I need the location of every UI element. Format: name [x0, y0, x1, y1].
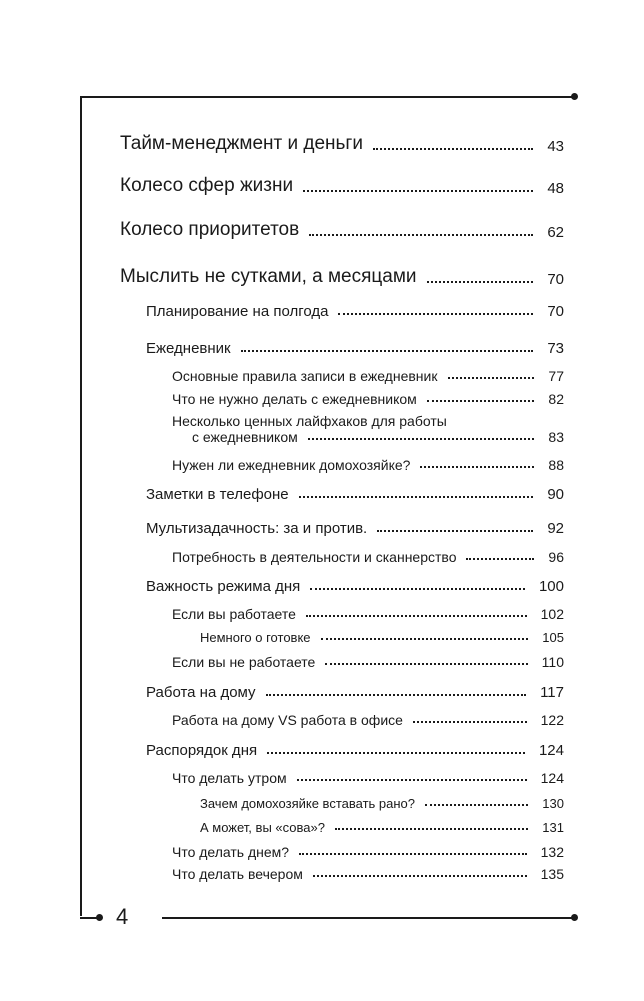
toc-entry-page: 96 — [548, 549, 564, 565]
toc-entry[interactable] — [200, 796, 564, 811]
toc-entry-page: 88 — [548, 457, 564, 473]
toc-entry[interactable] — [146, 303, 564, 320]
toc-entry[interactable] — [146, 578, 564, 595]
toc-entry-title: Если вы не работаете — [172, 654, 316, 670]
toc-entry-page: 82 — [548, 391, 564, 407]
toc-entry-title: Что делать вечером — [172, 866, 303, 882]
toc-entry[interactable] — [172, 712, 564, 728]
dot-leader — [373, 148, 533, 150]
toc-entry-title: Работа на дому VS работа в офисе — [172, 712, 403, 728]
toc-entry-title: Нужен ли ежедневник домохозяйке? — [172, 457, 411, 473]
frame-left-rule — [80, 96, 82, 916]
dot-leader — [306, 615, 527, 617]
toc-entry-title: Мыслить не сутками, а месяцами — [120, 266, 417, 287]
page-number: 4 — [116, 904, 129, 929]
toc-entry-page: 102 — [540, 606, 564, 622]
toc-entry-page: 90 — [547, 486, 564, 503]
toc-entry-page: 132 — [540, 844, 564, 860]
toc-entry-title: Что делать утром — [172, 770, 287, 786]
dot-leader — [420, 466, 534, 468]
toc-entry-page: 124 — [538, 742, 564, 759]
toc-entry-title: Колесо сфер жизни — [120, 175, 294, 196]
frame-dot-bottom-left — [96, 914, 103, 921]
dot-leader — [425, 804, 528, 806]
toc-entry-title: Мультизадачность: за и против. — [146, 520, 368, 537]
toc-entry-title: Ежедневник — [146, 340, 231, 357]
dot-leader — [413, 721, 527, 723]
toc-entry[interactable] — [172, 606, 564, 622]
toc-entry-title: Планирование на полгода — [146, 303, 329, 320]
toc-entry-page: 83 — [548, 429, 564, 445]
toc-entry-page: 62 — [547, 224, 564, 241]
toc-entry-title: Тайм-менеджмент и деньги — [120, 133, 363, 154]
toc-entry-title: Зачем домохозяйке вставать рано? — [200, 796, 416, 811]
toc-entry-page: 122 — [540, 712, 564, 728]
toc-entry-continuation — [172, 429, 564, 445]
toc-entry[interactable] — [146, 340, 564, 357]
toc-entry-page: 73 — [547, 340, 564, 357]
dot-leader — [267, 752, 525, 754]
toc-entry-page: 124 — [540, 770, 564, 786]
toc-entry-page: 131 — [542, 820, 564, 835]
toc-entry[interactable] — [172, 413, 564, 445]
toc-entry-page: 70 — [547, 303, 564, 320]
frame-dot-bottom-right — [571, 914, 578, 921]
toc-entry[interactable] — [172, 368, 564, 384]
toc-entry-page: 48 — [547, 180, 564, 197]
dot-leader — [338, 313, 533, 315]
toc-entry[interactable] — [200, 630, 564, 645]
toc-entry-title: Если вы работаете — [172, 606, 296, 622]
dot-leader — [466, 558, 534, 560]
toc-entry[interactable] — [172, 770, 564, 786]
toc-entry-page: 77 — [548, 368, 564, 384]
toc-entry[interactable] — [146, 486, 564, 503]
toc-entry[interactable] — [172, 549, 564, 565]
dot-leader — [299, 853, 527, 855]
toc-entry[interactable] — [120, 133, 564, 155]
frame-top-rule — [80, 96, 574, 98]
dot-leader — [427, 281, 534, 283]
dot-leader — [309, 234, 533, 236]
dot-leader — [313, 875, 527, 877]
dot-leader — [299, 496, 534, 498]
toc-entry-title: Основные правила записи в ежедневник — [172, 368, 438, 384]
toc-entry[interactable] — [146, 684, 564, 701]
toc-entry-title: Колесо приоритетов — [120, 219, 300, 240]
toc-entry[interactable] — [172, 866, 564, 882]
toc-entry-title: А может, вы «сова»? — [200, 820, 325, 835]
toc-entry-title: Работа на дому — [146, 684, 256, 701]
toc-entry[interactable] — [120, 266, 564, 288]
toc-entry[interactable] — [146, 742, 564, 759]
toc-entry-title: Что не нужно делать с ежедневником — [172, 391, 417, 407]
frame-dot-top-right — [571, 93, 578, 100]
toc-entry-title: Распорядок дня — [146, 742, 258, 759]
frame-bottom-rule-right — [162, 917, 574, 919]
toc-entry-title: Что делать днем? — [172, 844, 290, 860]
dot-leader — [310, 588, 525, 590]
toc-entry-title: Заметки в телефоне — [146, 486, 289, 503]
toc-entry[interactable] — [200, 820, 564, 835]
toc-entry-page: 135 — [540, 866, 564, 882]
toc-entry-page: 100 — [538, 578, 564, 595]
dot-leader — [241, 350, 534, 352]
toc-entry-title: Несколько ценных лайфхаков для работы — [172, 413, 447, 429]
dot-leader — [325, 663, 527, 665]
toc-entry[interactable] — [120, 175, 564, 197]
toc-entry[interactable] — [172, 844, 564, 860]
dot-leader — [308, 438, 535, 440]
toc-entry[interactable] — [172, 457, 564, 473]
toc-entry[interactable] — [172, 391, 564, 407]
toc-entry[interactable] — [172, 654, 564, 670]
dot-leader — [448, 377, 535, 379]
toc-entry-page: 117 — [540, 684, 564, 701]
dot-leader — [266, 694, 527, 696]
toc-entry-page: 105 — [542, 630, 564, 645]
toc-entry[interactable] — [120, 219, 564, 241]
toc-entry-title: Немного о готовке — [200, 630, 311, 645]
toc-entry-title: Потребность в деятельности и сканнерство — [172, 549, 457, 565]
dot-leader — [321, 638, 529, 640]
toc-entry-page: 70 — [547, 271, 564, 288]
dot-leader — [297, 779, 527, 781]
toc-entry-title-continued: с ежедневником — [192, 429, 298, 445]
toc-entry-page: 43 — [547, 138, 564, 155]
dot-leader — [335, 828, 528, 830]
toc-entry-page: 130 — [542, 796, 564, 811]
toc-entry-page: 92 — [547, 520, 564, 537]
dot-leader — [303, 190, 533, 192]
toc-entry[interactable] — [146, 520, 564, 537]
toc-entry-page: 110 — [541, 654, 564, 670]
toc-entry-title: Важность режима дня — [146, 578, 301, 595]
dot-leader — [427, 400, 535, 402]
dot-leader — [377, 530, 533, 532]
